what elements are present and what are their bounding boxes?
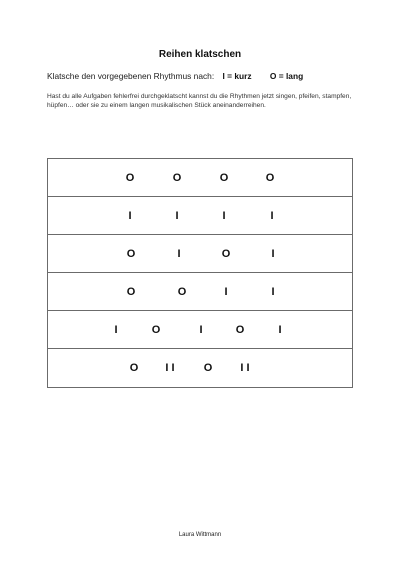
rhythm-row-1 [48,159,352,197]
rhythm-symbol: I [114,324,118,336]
author-footer: Laura Wittmann [178,532,222,538]
rhythm-row-3 [48,235,352,273]
rhythm-symbol: I [224,286,228,298]
rhythm-symbol: I [177,248,181,260]
rhythm-symbol: O [219,172,229,184]
rhythm-symbol: I [270,210,274,222]
instruction-text: Klatsche den vorgegebenen Rhythmus nach: [47,71,215,81]
rhythm-symbol: I [128,210,132,222]
rhythm-table [47,158,353,388]
instruction-note: Hast du alle Aufgaben fehlerfrei durchgeklatscht kannst du die Rhythmen jetzt singen, pfeifen, stampfen, hüpfen… oder sie zu einem langen musikalischen Stück aneinanderreihen. [47,93,352,109]
rhythm-symbol: O [203,362,213,374]
rhythm-row-6 [48,349,352,387]
rhythm-symbol: I I [240,362,250,374]
rhythm-symbol: I [278,324,282,336]
rhythm-symbol: O [235,324,245,336]
rhythm-row-4 [48,273,352,311]
rhythm-symbol: O [129,362,139,374]
rhythm-symbol: O [125,172,135,184]
page-title: Reihen klatschen [158,49,242,60]
rhythm-symbol: O [265,172,275,184]
rhythm-symbol: O [151,324,161,336]
rhythm-symbol: I [271,248,275,260]
rhythm-symbol: O [177,286,187,298]
rhythm-symbol: I [175,210,179,222]
rhythm-symbol: I [222,210,226,222]
rhythm-symbol: I [271,286,275,298]
rhythm-symbol: O [221,248,231,260]
rhythm-symbol: O [126,248,136,260]
key-short: I = kurz [222,71,252,81]
rhythm-row-5 [48,311,352,349]
rhythm-symbol: O [126,286,136,298]
key-long: O = lang [269,71,304,81]
rhythm-symbol: I I [165,362,175,374]
rhythm-symbol: I [199,324,203,336]
rhythm-row-2 [48,197,352,235]
instruction-line [47,71,303,81]
rhythm-symbol: O [172,172,182,184]
